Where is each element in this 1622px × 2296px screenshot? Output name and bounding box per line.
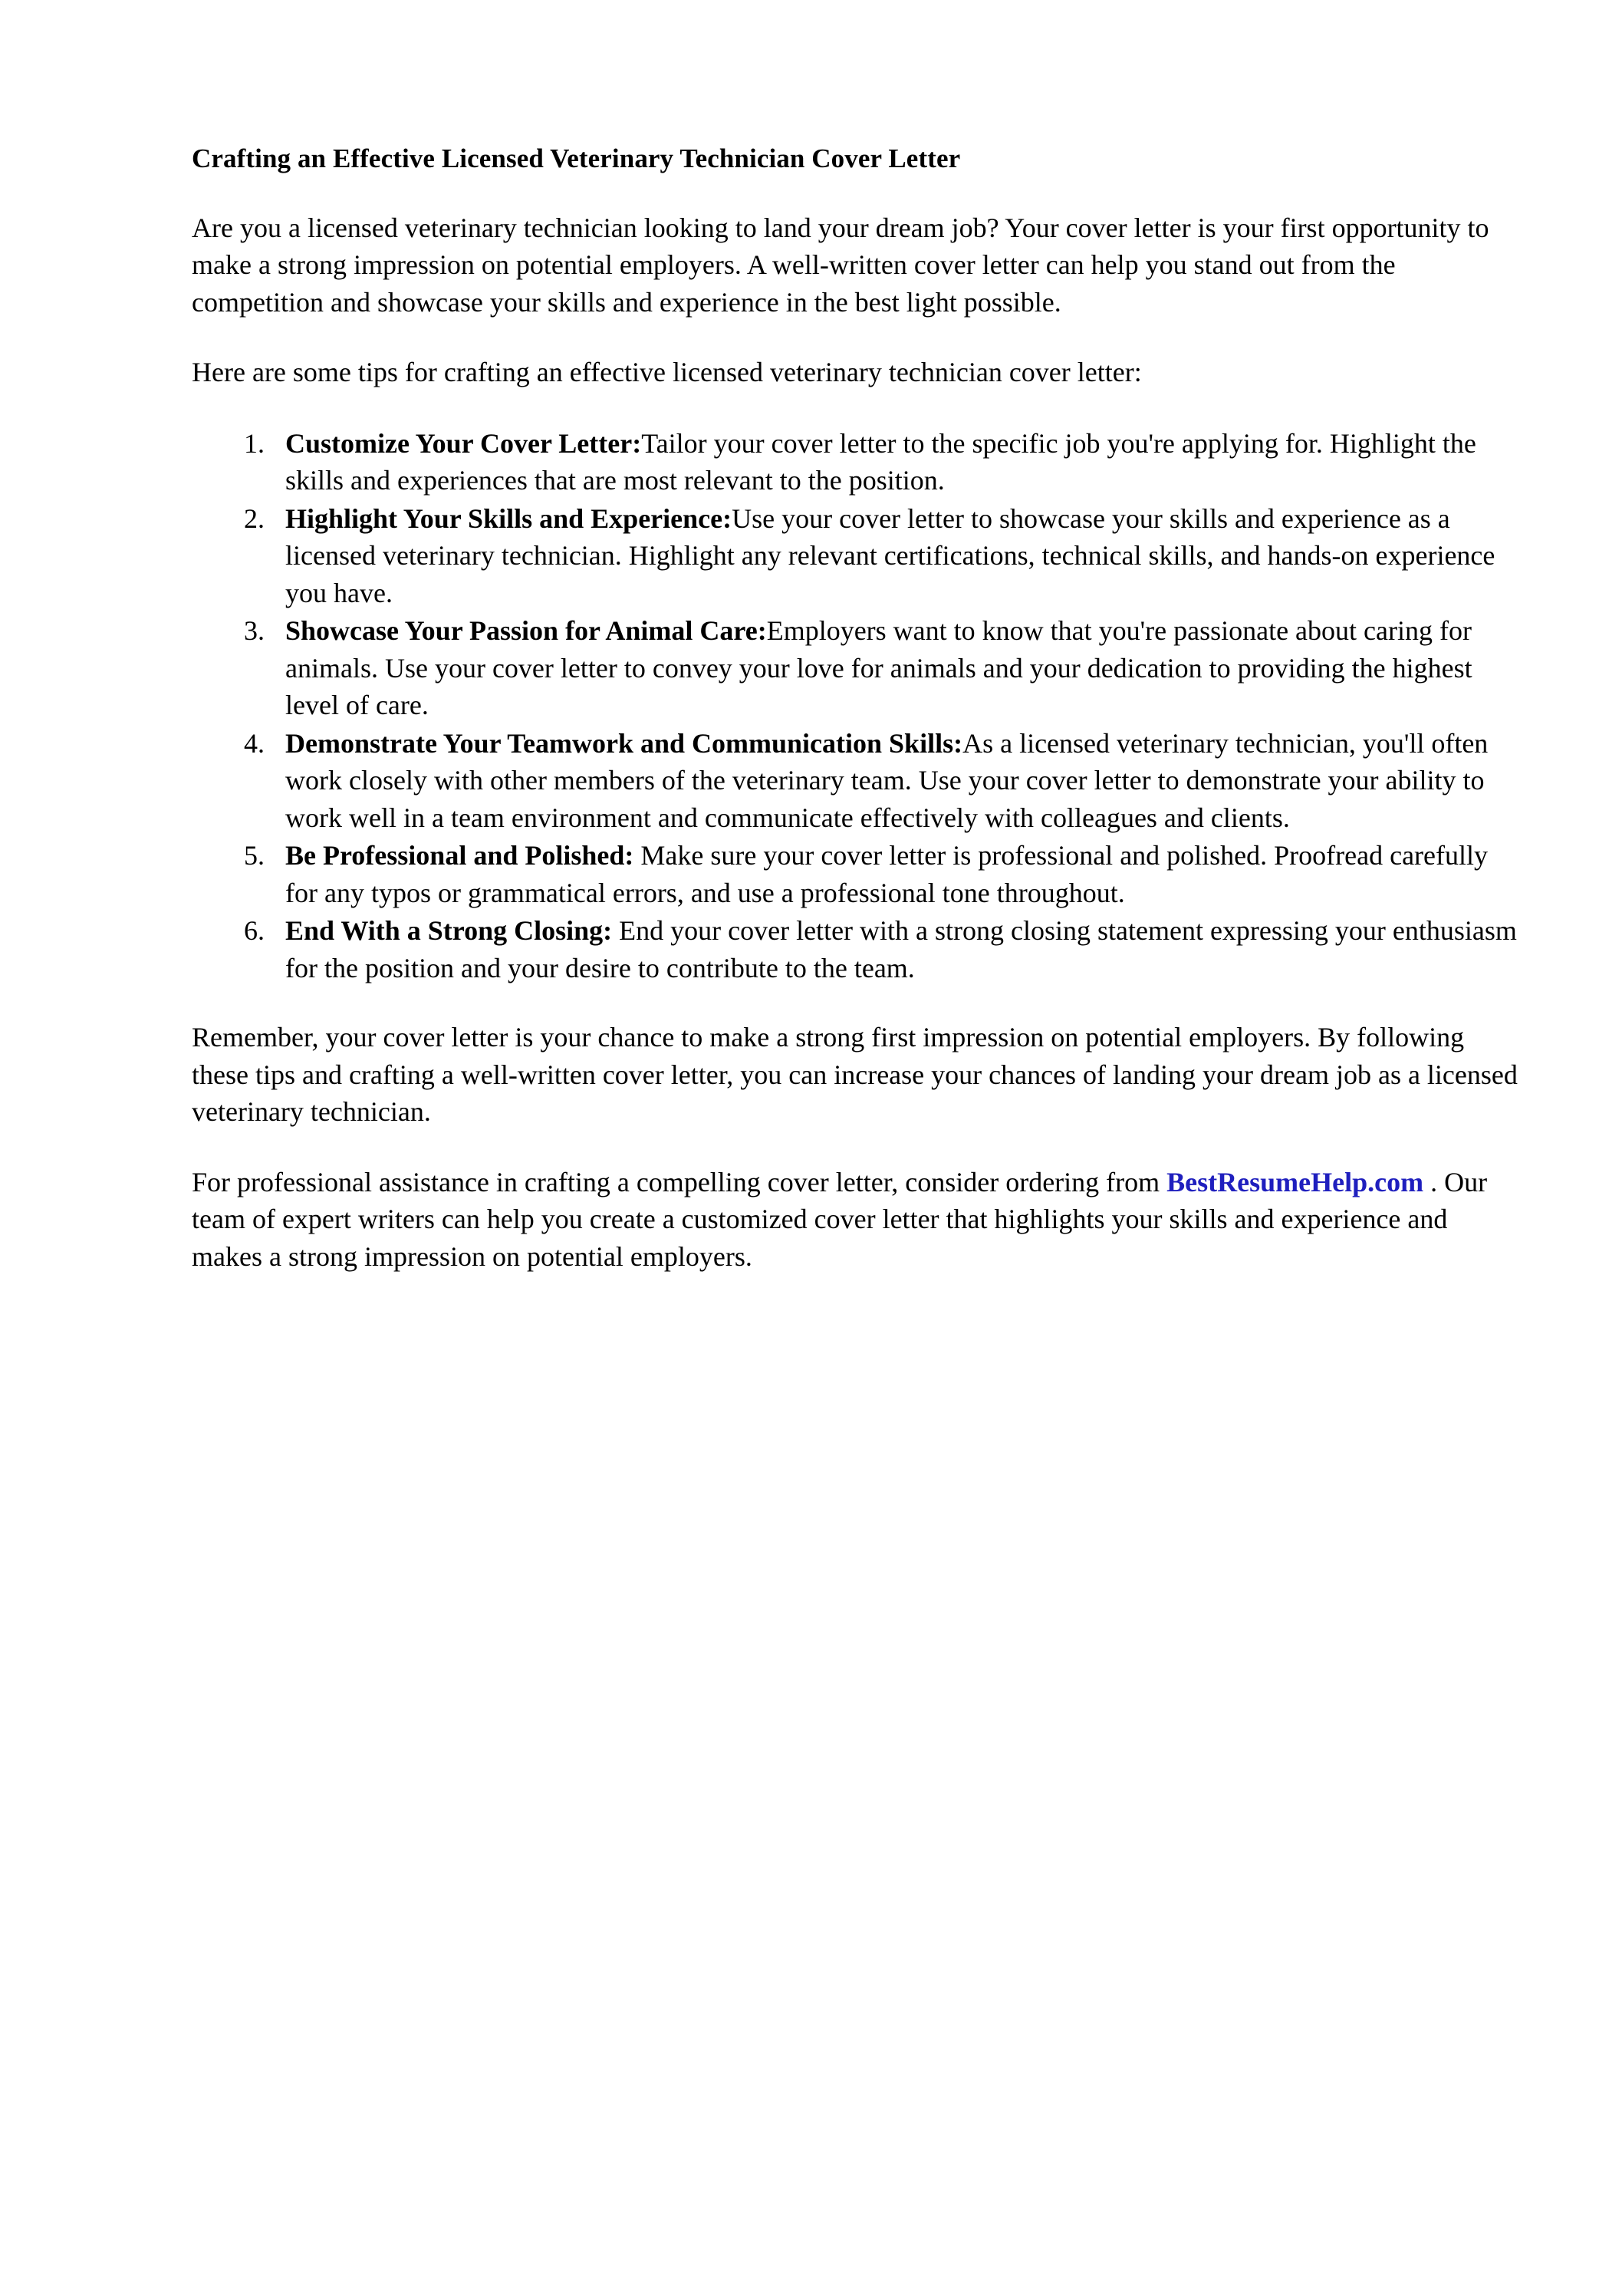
tips-intro-paragraph: Here are some tips for crafting an effective licensed veterinary technician cover letter: <box>192 357 1142 388</box>
list-item-text: Employers want to know that you're passionate about caring for animals. Use your cover letter to convey your love for animals and your dedication to providing the highest level of care. <box>285 615 1472 721</box>
tips-list <box>192 425 1518 987</box>
bestresumehelp-link[interactable]: BestResumeHelp.com <box>1166 1166 1424 1197</box>
page-title: Crafting an Effective Licensed Veterinary Technician Cover Letter <box>192 143 961 173</box>
list-item-lead: End With a Strong Closing: <box>285 915 613 947</box>
list-item <box>271 612 1518 724</box>
cta-text-before-link: For professional assistance in crafting a compelling cover letter, consider ordering from <box>192 1166 1167 1197</box>
intro-paragraph: Are you a licensed veterinary technician looking to land your dream job? Your cover letter is your first opportunity to make a strong impression on potential employers. A well-written cover letter can help you stand out from the competition and showcase your skills and experience in the best light possible. <box>192 212 1489 318</box>
list-item-lead: Customize Your Cover Letter: <box>285 427 642 459</box>
list-item-text: End your cover letter with a strong closing statement expressing your enthusiasm for the position and your desire to contribute to the team. <box>285 915 1517 983</box>
list-item-lead: Demonstrate Your Teamwork and Communication Skills: <box>285 727 963 759</box>
list-item <box>271 837 1518 911</box>
list-item-lead: Be Professional and Polished: <box>285 840 634 871</box>
cta-paragraph <box>192 1164 1518 1276</box>
cta-text-after-link: . Our team of expert writers can help you create a customized cover letter that highlights your skills and experience and makes a strong impression on potential employers. <box>192 1166 1488 1272</box>
list-item-text: Tailor your cover letter to the specific job you're applying for. Highlight the skills and experiences that are most relevant to the position. <box>285 427 1476 496</box>
list-item-text: Make sure your cover letter is professional and polished. Proofread carefully for any typos or grammatical errors, and use a professional tone throughout. <box>285 840 1489 908</box>
list-item-text: As a licensed veterinary technician, you'll often work closely with other members of the veterinary team. Use your cover letter to demonstrate your ability to work well in a team environment and communicate effectively with colleagues and clients. <box>285 727 1489 833</box>
list-item-lead: Highlight Your Skills and Experience: <box>285 502 732 534</box>
closing-paragraph: Remember, your cover letter is your chance to make a strong first impression on potential employers. By following these tips and crafting a well-written cover letter, you can increase your chances of landing your dream job as a licensed veterinary technician. <box>192 1022 1518 1128</box>
list-item-lead: Showcase Your Passion for Animal Care: <box>285 615 767 647</box>
list-item <box>271 500 1518 612</box>
list-item <box>271 725 1518 837</box>
list-item <box>271 425 1518 499</box>
list-item <box>271 912 1518 987</box>
list-item-text: Use your cover letter to showcase your skills and experience as a licensed veterinary technician. Highlight any relevant certifications, technical skills, and hands-on experience you have. <box>285 502 1495 608</box>
document-body <box>192 143 1518 1275</box>
